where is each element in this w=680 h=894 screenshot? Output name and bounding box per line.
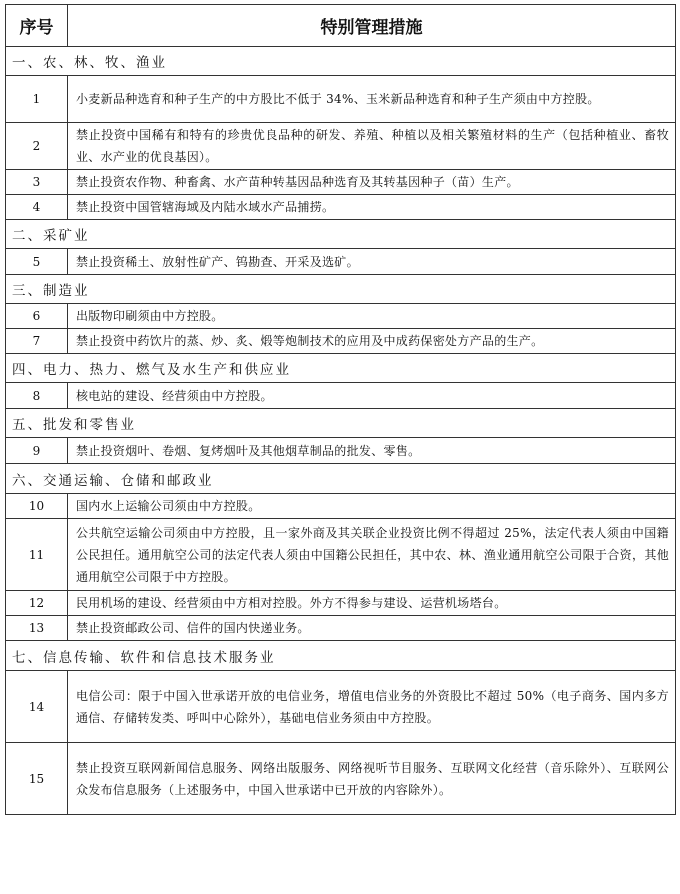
row-text: 禁止投资烟叶、卷烟、复烤烟叶及其他烟草制品的批发、零售。 [68, 438, 676, 464]
table-row [6, 170, 676, 195]
row-number: 5 [6, 249, 68, 275]
row-text: 小麦新品种选育和种子生产的中方股比不低于 34%、玉米新品种选育和种子生产须由中方控股。 [68, 76, 676, 123]
table-row [6, 591, 676, 616]
table-row [6, 304, 676, 329]
table-row [6, 123, 676, 170]
row-number: 12 [6, 591, 68, 616]
row-text: 国内水上运输公司须由中方控股。 [68, 494, 676, 519]
table-row [6, 438, 676, 464]
section-row [6, 464, 676, 494]
table-row [6, 671, 676, 743]
row-number: 6 [6, 304, 68, 329]
table-row [6, 616, 676, 641]
section-row [6, 354, 676, 383]
row-text: 禁止投资中国稀有和特有的珍贵优良品种的研发、养殖、种植以及相关繁殖材料的生产（包括种植业、畜牧业、水产业的优良基因）。 [68, 123, 676, 170]
row-text: 核电站的建设、经营须由中方控股。 [68, 383, 676, 409]
section-title: 七、信息传输、软件和信息技术服务业 [6, 641, 676, 671]
row-text: 禁止投资邮政公司、信件的国内快递业务。 [68, 616, 676, 641]
section-title: 六、交通运输、仓储和邮政业 [6, 464, 676, 494]
section-title: 三、制造业 [6, 275, 676, 304]
table-row [6, 519, 676, 591]
row-number: 9 [6, 438, 68, 464]
row-text: 禁止投资农作物、种畜禽、水产苗种转基因品种选育及其转基因种子（苗）生产。 [68, 170, 676, 195]
section-row [6, 220, 676, 249]
row-text: 电信公司：限于中国入世承诺开放的电信业务，增值电信业务的外资股比不超过 50%（电子商务、国内多方通信、存储转发类、呼叫中心除外），基础电信业务须由中方控股。 [68, 671, 676, 743]
section-title: 五、批发和零售业 [6, 409, 676, 438]
row-number: 13 [6, 616, 68, 641]
table-row [6, 494, 676, 519]
table-row [6, 195, 676, 220]
row-number: 1 [6, 76, 68, 123]
row-text: 禁止投资稀土、放射性矿产、钨勘查、开采及选矿。 [68, 249, 676, 275]
row-number: 7 [6, 329, 68, 354]
row-number: 15 [6, 743, 68, 815]
row-number: 10 [6, 494, 68, 519]
section-row [6, 47, 676, 76]
row-number: 3 [6, 170, 68, 195]
row-number: 2 [6, 123, 68, 170]
section-row [6, 409, 676, 438]
section-row [6, 641, 676, 671]
row-number: 8 [6, 383, 68, 409]
row-number: 14 [6, 671, 68, 743]
section-title: 一、农、林、牧、渔业 [6, 47, 676, 76]
table-row [6, 329, 676, 354]
table-header-row [6, 5, 676, 47]
header-number: 序号 [6, 5, 68, 47]
row-number: 11 [6, 519, 68, 591]
row-number: 4 [6, 195, 68, 220]
row-text: 禁止投资互联网新闻信息服务、网络出版服务、网络视听节目服务、互联网文化经营（音乐除外）、互联网公众发布信息服务（上述服务中，中国入世承诺中已开放的内容除外）。 [68, 743, 676, 815]
row-text: 公共航空运输公司须由中方控股，且一家外商及其关联企业投资比例不得超过 25%，法定代表人须由中国籍公民担任。通用航空公司的法定代表人须由中国籍公民担任，其中农、林、渔业通用航空公司限于合资，其他通用航空公司限于中方控股。 [68, 519, 676, 591]
section-row [6, 275, 676, 304]
header-measures: 特别管理措施 [68, 5, 676, 47]
section-title: 四、电力、热力、燃气及水生产和供应业 [6, 354, 676, 383]
table-row [6, 76, 676, 123]
row-text: 民用机场的建设、经营须由中方相对控股。外方不得参与建设、运营机场塔台。 [68, 591, 676, 616]
table-row [6, 383, 676, 409]
table-row [6, 743, 676, 815]
special-measures-table [5, 4, 676, 815]
section-title: 二、采矿业 [6, 220, 676, 249]
table-row [6, 249, 676, 275]
row-text: 禁止投资中药饮片的蒸、炒、炙、煅等炮制技术的应用及中成药保密处方产品的生产。 [68, 329, 676, 354]
row-text: 出版物印刷须由中方控股。 [68, 304, 676, 329]
row-text: 禁止投资中国管辖海域及内陆水域水产品捕捞。 [68, 195, 676, 220]
